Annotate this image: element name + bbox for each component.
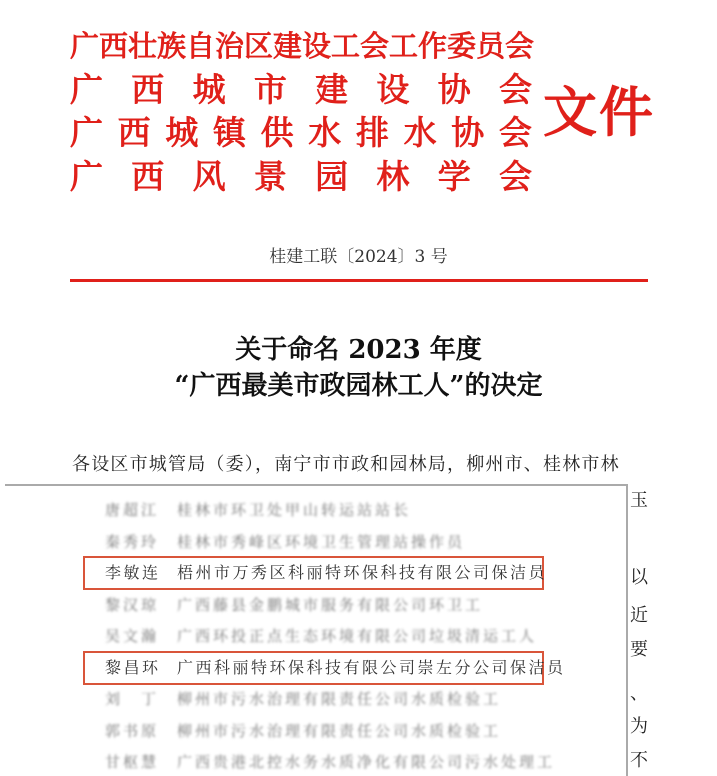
list-item	[105, 595, 483, 615]
org-char: 镇	[212, 113, 246, 152]
awardee-name: 刘 丁	[105, 690, 160, 708]
org-char: 供	[260, 113, 294, 152]
org-char: 风	[192, 157, 226, 196]
org-char: 协	[451, 113, 485, 152]
body-text-char: 要	[630, 639, 648, 660]
awardee-list-screenshot	[5, 484, 628, 776]
awardee-organization: 桂林市环卫处甲山转运站站长	[177, 501, 412, 519]
awardee-organization: 柳州市污水治理有限责任公司水质检验工	[177, 721, 502, 740]
body-text-char: 为	[630, 716, 648, 737]
awardee-name: 吴文瀚	[105, 627, 160, 645]
org-char: 景	[253, 157, 287, 196]
org-name-1	[70, 26, 535, 66]
org-char: 水	[403, 113, 437, 152]
body-text-char: 以	[630, 567, 648, 588]
org-char: 西	[131, 70, 165, 109]
awardee-organization: 广西贵港北控水务水质净化有限公司污水处理工	[177, 753, 556, 771]
org-name-3	[70, 113, 532, 153]
title-line-2: “广西最美市政园林工人”的决定	[174, 371, 543, 401]
org-char: 林	[376, 157, 410, 196]
body-text-char: 近	[630, 605, 648, 626]
list-item	[105, 626, 537, 646]
list-item	[105, 563, 547, 583]
org-char: 园	[315, 157, 349, 196]
body-text-char: 、	[630, 683, 648, 704]
org-char: 城	[192, 70, 226, 109]
awardee-name: 郭书原	[105, 721, 160, 740]
document-type-label: 文件	[543, 80, 655, 144]
title-line-1: 关于命名 2023 年度	[235, 335, 482, 365]
org-char: 广	[70, 113, 103, 152]
org-char: 城	[165, 113, 199, 152]
org-char: 排	[355, 113, 389, 152]
org-char: 广	[70, 157, 103, 196]
list-item	[105, 658, 566, 678]
awardee-organization: 广西环投正点生态环境有限公司垃圾清运工人	[177, 627, 538, 645]
awardee-name: 甘枢慧	[105, 753, 160, 771]
org-char: 会	[498, 113, 532, 152]
awardee-organization: 桂林市秀峰区环境卫生管理站操作员	[177, 532, 466, 551]
document-number: 桂建工联〔2024〕3 号	[269, 247, 448, 267]
org-char: 建	[315, 70, 349, 109]
awardee-name: 黎汉琼	[105, 595, 160, 614]
org-char: 市	[253, 70, 287, 109]
org-char: 西	[117, 113, 151, 152]
body-text-char: 不	[630, 750, 648, 771]
list-item	[105, 752, 555, 772]
awardee-organization: 柳州市污水治理有限责任公司水质检验工	[177, 690, 502, 708]
org-name-4	[70, 157, 532, 197]
awardee-name: 秦秀玲	[105, 532, 160, 551]
awardee-organization: 广西藤县金鹏城市服务有限公司环卫工	[177, 595, 484, 614]
body-text-char: 玉	[630, 490, 648, 511]
awardee-organization: 广西科丽特环保科技有限公司崇左分公司保洁员	[177, 657, 566, 677]
org-char: 水	[308, 113, 342, 152]
awardee-name: 黎昌环	[105, 657, 161, 677]
org-char: 广西壮族自治区建设工会工作委员会	[70, 29, 535, 63]
org-name-2	[70, 70, 532, 110]
list-item	[105, 532, 465, 552]
org-char: 协	[437, 70, 471, 109]
red-divider	[70, 279, 648, 282]
org-char: 广	[70, 70, 103, 109]
org-char: 会	[498, 70, 532, 109]
list-item	[105, 500, 411, 520]
awardee-name: 唐超江	[105, 501, 160, 519]
org-char: 会	[498, 157, 532, 196]
org-char: 学	[437, 157, 471, 196]
org-char: 设	[376, 70, 410, 109]
awardee-name: 李敏连	[105, 563, 161, 582]
list-item	[105, 689, 501, 709]
awardee-organization: 梧州市万秀区科丽特环保科技有限公司保洁员	[177, 563, 548, 582]
list-item	[105, 721, 501, 741]
org-char: 西	[131, 157, 165, 196]
salutation-text: 各设区市城管局（委），南宁市市政和园林局，柳州市、桂林市林	[72, 454, 620, 475]
